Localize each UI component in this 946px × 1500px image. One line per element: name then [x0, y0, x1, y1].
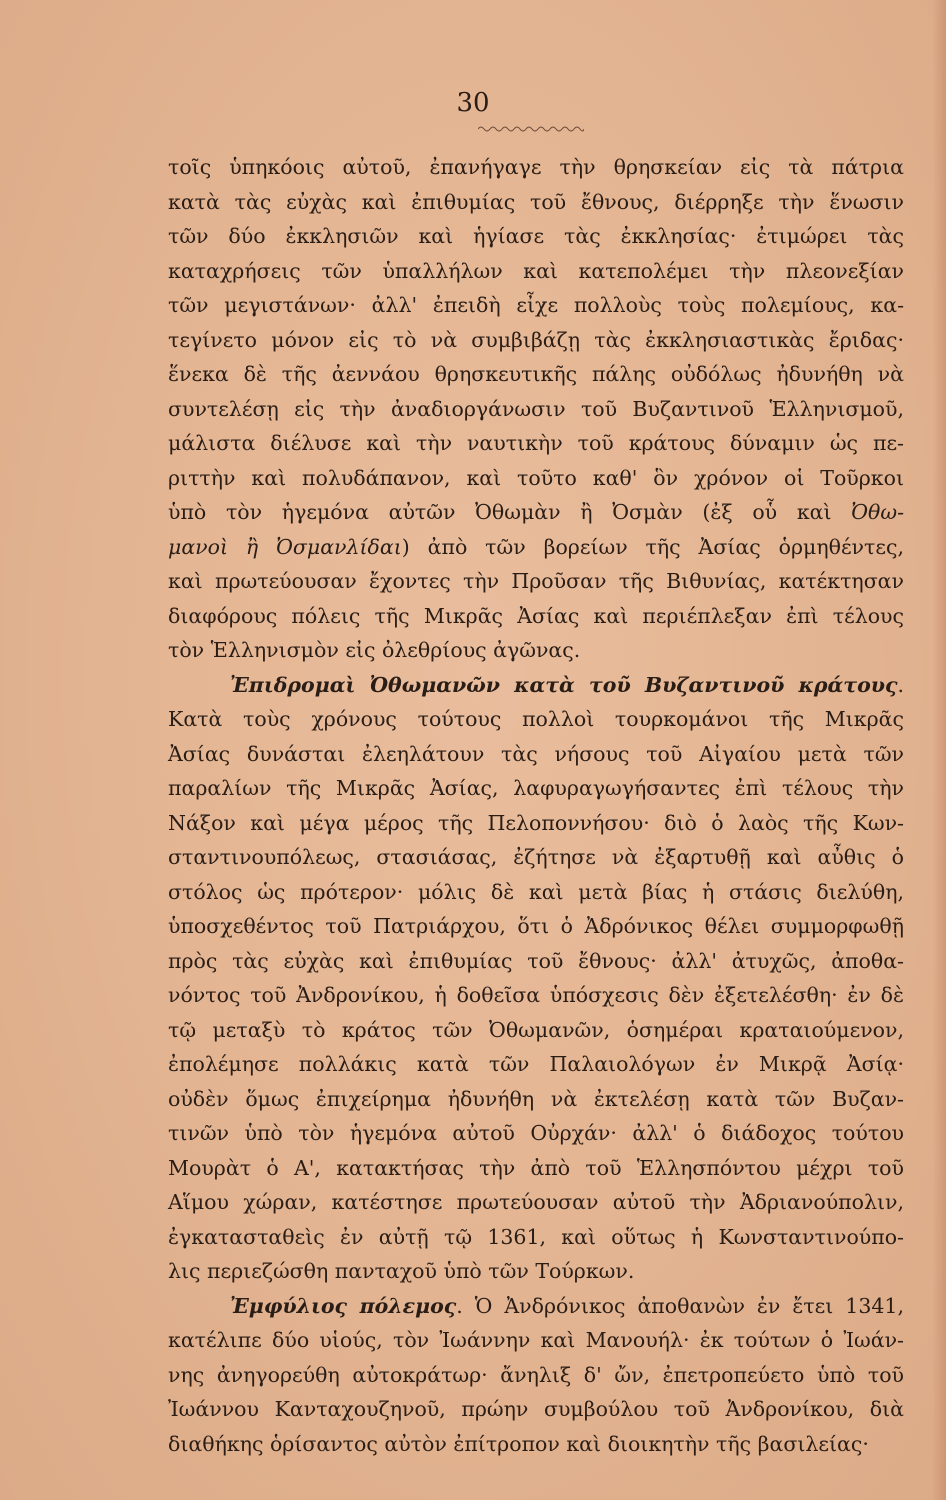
text-line: νης ἀνηγορεύθη αὐτοκράτωρ· ἄνηλιξ δ' ὤν, ἐπετροπεύετο ὑπὸ τοῦ — [168, 1362, 904, 1387]
text-line: τῶν δύο ἐκκλησιῶν καὶ ἡγίασε τὰς ἐκκλησίας· ἐτιμώρει τὰς — [168, 224, 904, 248]
text-line: συντελέσῃ εἰς τὴν ἀναδιοργάνωσιν τοῦ Βυζαντινοῦ Ἑλληνισμοῦ, — [168, 396, 904, 421]
text-line — [168, 668, 904, 703]
text-line: κατέλιπε δύο υἱούς, τὸν Ἰωάννην καὶ Μανουήλ· ἐκ τούτων ὁ Ἰωάν- — [168, 1328, 904, 1352]
text-line — [168, 495, 904, 530]
text-line — [168, 530, 904, 565]
text-line: πρὸς τὰς εὐχὰς καὶ ἐπιθυμίας τοῦ ἔθνους· ἀλλ' ἀτυχῶς, ἀποθα- — [168, 948, 904, 973]
text-line: τινῶν ὑπὸ τὸν ἡγεμόνα αὐτοῦ Οὐρχάν· ἀλλ' ὁ διάδοχος τούτου — [168, 1121, 904, 1145]
italic-term: Ὀθω- — [851, 500, 904, 524]
text-line: Κατὰ τοὺς χρόνους τούτους πολλοὶ τουρκομάνοι τῆς Μικρᾶς — [168, 707, 904, 731]
text-line: στόλος ὡς πρότερον· μόλις δὲ καὶ μετὰ βίας ἡ στάσις διελύθη, — [168, 879, 904, 904]
body-text — [168, 150, 904, 1461]
text-line: σταντινουπόλεως, στασιάσας, ἐζήτησε νὰ ἐξαρτυθῇ καὶ αὖθις ὁ — [168, 845, 904, 869]
text-line: τῶν μεγιστάνων· ἀλλ' ἐπειδὴ εἶχε πολλοὺς τοὺς πολεμίους, κα- — [168, 293, 904, 317]
text-line: ἕνεκα δὲ τῆς ἀεννάου θρησκευτικῆς πάλης οὐδόλως ἠδυνήθη νὰ — [168, 362, 904, 386]
text-line: Αἵμου χώραν, κατέστησε πρωτεύουσαν αὐτοῦ τὴν Ἀδριανούπολιν, — [168, 1190, 904, 1214]
wavy-rule-ornament — [478, 124, 584, 134]
text-run: ) ἀπὸ τῶν βορείων τῆς Ἀσίας ὁρμηθέντες, — [401, 534, 904, 559]
page-edge-shadow — [932, 0, 946, 1500]
text-line: ἐγκατασταθεὶς ἐν αὐτῇ τῷ 1361, καὶ οὕτως ἡ Κωνσταντινούπο- — [168, 1224, 904, 1249]
text-line: τῷ μεταξὺ τὸ κράτος τῶν Ὀθωμανῶν, ὁσημέραι κραταιούμενον, — [168, 1017, 904, 1042]
text-line: κατὰ τὰς εὐχὰς καὶ ἐπιθυμίας τοῦ ἔθνους, διέρρηξε τὴν ἕνωσιν — [168, 189, 904, 214]
page-number: 30 — [456, 88, 490, 118]
text-line: ὑποσχεθέντος τοῦ Πατριάρχου, ὅτι ὁ Ἀδρόνικος θέλει συμμορφωθῇ — [168, 914, 904, 938]
text-line: τοῖς ὑπηκόοις αὐτοῦ, ἐπανήγαγε τὴν θρησκείαν εἰς τὰ πάτρια — [168, 155, 904, 179]
text-line: Νάξον καὶ μέγα μέρος τῆς Πελοποννήσου· διὸ ὁ λαὸς τῆς Κων- — [168, 810, 904, 835]
text-line: καὶ πρωτεύουσαν ἔχοντες τὴν Προῦσαν τῆς Βιθυνίας, κατέκτησαν — [168, 569, 904, 593]
text-line: ριττὴν καὶ πολυδάπανον, καὶ τοῦτο καθ' ὃν χρόνον οἱ Τοῦρκοι — [168, 465, 904, 490]
text-line: καταχρήσεις τῶν ὑπαλλήλων καὶ κατεπολέμει τὴν πλεονεξίαν — [168, 258, 904, 283]
text-line: διαφόρους πόλεις τῆς Μικρᾶς Ἀσίας καὶ περιέπλεξαν ἐπὶ τέλους — [168, 603, 904, 628]
text-line: ἐπολέμησε πολλάκις κατὰ τῶν Παλαιολόγων ἐν Μικρᾷ Ἀσίᾳ· — [168, 1052, 904, 1076]
section-heading: Ἐπιδρομαὶ Ὀθωμανῶν κατὰ τοῦ Βυζαντινοῦ κράτους — [230, 672, 898, 697]
text-run: . Ὁ Ἀνδρόνικος ἀποθανὼν ἐν ἔτει 1341, — [456, 1293, 904, 1318]
text-line: διαθήκης ὁρίσαντος αὐτὸν ἐπίτροπον καὶ διοικητὴν τῆς βασιλείας· — [168, 1431, 869, 1456]
text-line: Μουρὰτ ὁ Α', κατακτήσας τὴν ἀπὸ τοῦ Ἑλλησπόντου μέχρι τοῦ — [168, 1155, 904, 1180]
text-line: παραλίων τῆς Μικρᾶς Ἀσίας, λαφυραγωγήσαντες ἐπὶ τέλους τὴν — [168, 776, 904, 800]
text-run: ὑπὸ τὸν ἡγεμόνα αὐτῶν Ὀθωμὰν ἢ Ὀσμὰν (ἐξ οὗ καὶ — [168, 500, 852, 524]
text-line: μάλιστα διέλυσε καὶ τὴν ναυτικὴν τοῦ κράτους δύναμιν ὡς πε- — [168, 431, 904, 455]
text-line: Ἀσίας δυνάσται ἐλεηλάτουν τὰς νήσους τοῦ Αἰγαίου μετὰ τῶν — [168, 741, 904, 766]
text-line: νόντος τοῦ Ἀνδρονίκου, ἡ δοθεῖσα ὑπόσχεσις δὲν ἐξετελέσθη· ἐν δὲ — [168, 983, 904, 1007]
text-line: οὐδὲν ὅμως ἐπιχείρημα ἠδυνήθη νὰ ἐκτελέσῃ κατὰ τῶν Βυζαν- — [168, 1086, 904, 1111]
text-line: Ἰωάννου Κανταχουζηνοῦ, πρώην συμβούλου τοῦ Ἀνδρονίκου, διὰ — [168, 1397, 904, 1421]
text-line: λις περιεζώσθη πανταχοῦ ὑπὸ τῶν Τούρκων. — [168, 1259, 635, 1283]
text-line: τεγίνετο μόνον εἰς τὸ νὰ συμβιβάζῃ τὰς ἐκκλησιαστικὰς ἔριδας· — [168, 327, 904, 352]
text-run: . — [897, 672, 904, 697]
text-line: τὸν Ἑλληνισμὸν εἰς ὀλεθρίους ἀγῶνας. — [168, 638, 581, 662]
italic-term: μανοὶ ἢ Ὀσμανλίδαι — [168, 534, 402, 559]
text-line — [168, 1289, 904, 1324]
section-heading: Ἐμφύλιος πόλεμος — [230, 1293, 457, 1318]
